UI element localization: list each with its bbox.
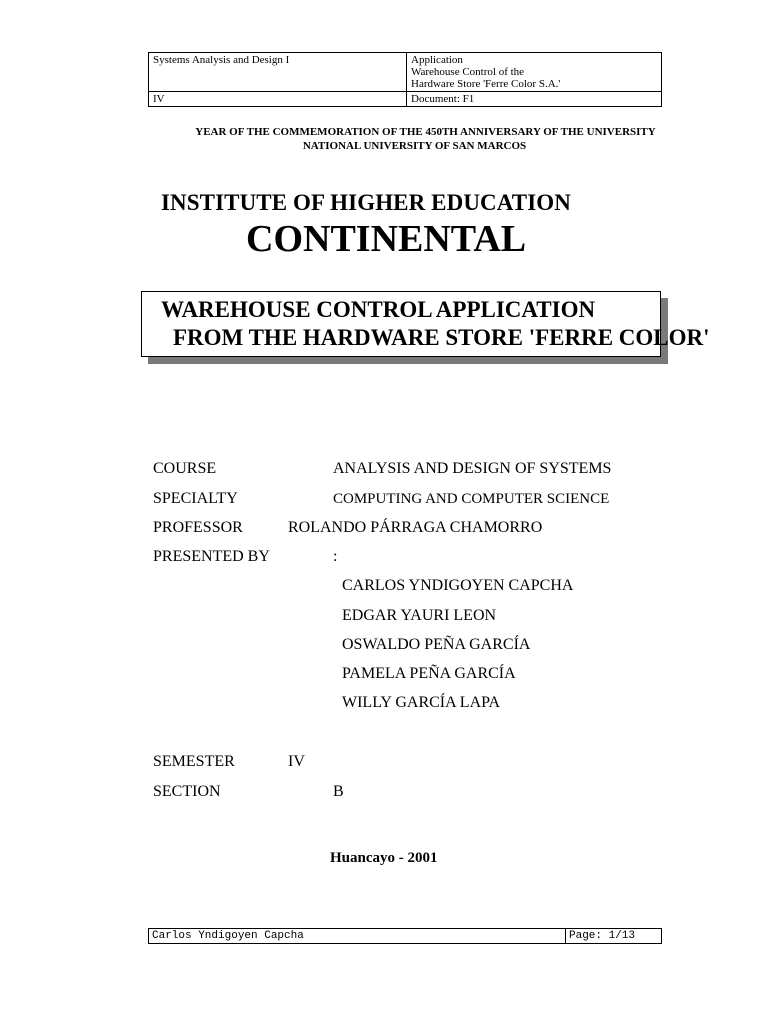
author-name: CARLOS YNDIGOYEN CAPCHA — [342, 577, 574, 594]
professor-value: ROLANDO PÁRRAGA CHAMORRO — [288, 519, 543, 536]
header-row-2 — [149, 92, 662, 107]
footer-table — [148, 928, 662, 944]
year-banner-line2: NATIONAL UNIVERSITY OF SAN MARCOS — [302, 140, 527, 152]
course-value: ANALYSIS AND DESIGN OF SYSTEMS — [333, 460, 612, 477]
city-year: Huancayo - 2001 — [330, 850, 438, 866]
presented-by-colon: : — [333, 548, 338, 565]
footer-page-number: Page: 1/13 — [566, 929, 662, 944]
institute-line1: INSTITUTE OF HIGHER EDUCATION — [161, 190, 571, 215]
institute-name: CONTINENTAL — [246, 218, 527, 260]
author-name: EDGAR YAURI LEON — [342, 607, 497, 624]
footer-author: Carlos Yndigoyen Capcha — [149, 929, 566, 944]
professor-label: PROFESSOR — [153, 519, 243, 536]
header-row-1 — [149, 53, 662, 92]
header-semester: IV — [149, 92, 407, 107]
author-name: PAMELA PEÑA GARCÍA — [342, 665, 516, 682]
footer-row — [149, 929, 662, 944]
header-course-name: Systems Analysis and Design I — [149, 53, 407, 92]
header-application-label: Application — [411, 54, 463, 66]
section-label: SECTION — [153, 783, 221, 800]
header-application-line2: Warehouse Control of the — [411, 66, 525, 78]
header-table — [148, 52, 662, 107]
course-label: COURSE — [153, 460, 217, 477]
header-application-cell — [407, 53, 662, 92]
section-value: B — [333, 783, 344, 800]
title-box — [141, 291, 710, 357]
author-name: OSWALDO PEÑA GARCÍA — [342, 636, 531, 653]
header-application-line3: Hardware Store 'Ferre Color S.A.' — [411, 78, 561, 90]
semester-label: SEMESTER — [153, 753, 235, 770]
author-name: WILLY GARCÍA LAPA — [342, 694, 501, 711]
presented-by-label: PRESENTED BY — [153, 548, 270, 565]
specialty-value: COMPUTING AND COMPUTER SCIENCE — [333, 491, 610, 507]
semester-value: IV — [288, 753, 305, 770]
title-line1: WAREHOUSE CONTROL APPLICATION — [161, 297, 596, 322]
header-document: Document: F1 — [407, 92, 662, 107]
specialty-label: SPECIALTY — [153, 490, 238, 507]
title-line2: FROM THE HARDWARE STORE 'FERRE COLOR' — [173, 325, 710, 350]
year-banner-line1: YEAR OF THE COMMEMORATION OF THE 450TH ANNIVERSARY OF THE UNIVERSITY — [195, 126, 656, 138]
